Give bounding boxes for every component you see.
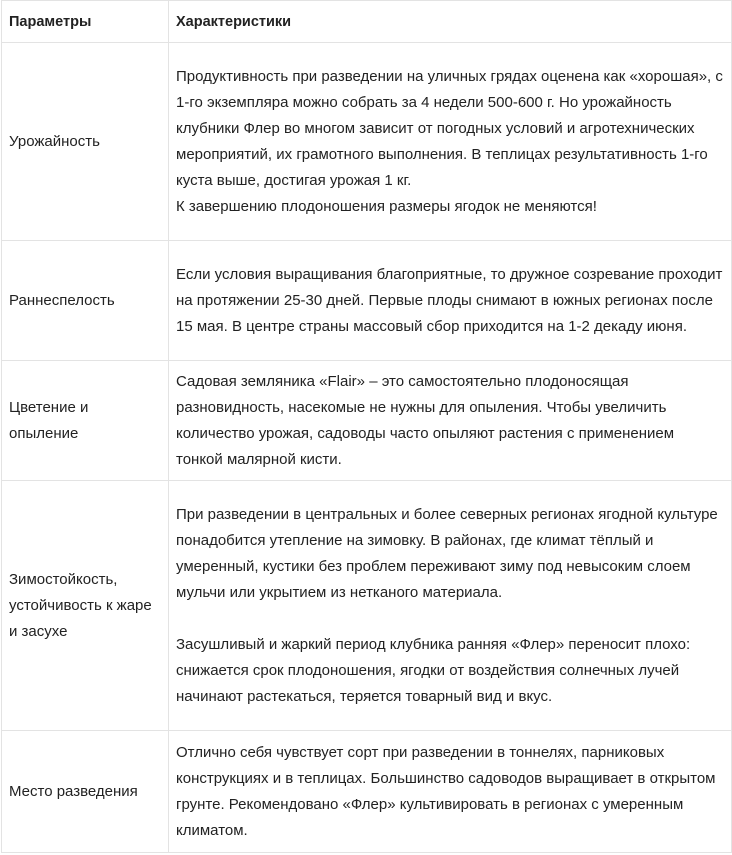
table-row-early-ripening	[2, 241, 732, 361]
param-cell: Раннеспелость	[2, 241, 169, 361]
param-cell: Урожайность	[2, 43, 169, 241]
description-text: При разведении в центральных и более северных регионах ягодной культуре понадобится утепление на зимовку. В районах, где климат тёплый и умеренный, кустики без проблем переживают зиму под невысоким слоем мульчи или укрытием из нетканого материала.	[176, 505, 718, 601]
description-cell	[169, 43, 732, 241]
description-text: Засушливый и жаркий период клубника ранняя «Флер» переносит плохо: снижается срок плодоношения, ягодки от воздействия солнечных лучей начинают растекаться, теряется товарный вид и вкус.	[176, 635, 691, 705]
description-text: Садовая земляника «Flair» – это самостоятельно плодоносящая разновидность, насекомые не нужны для опыления. Чтобы увеличить количество урожая, садоводы часто опыляют растения с применением тонкой малярной кисти.	[176, 372, 675, 468]
param-cell: Цветение и опыление	[2, 361, 169, 481]
table-row-flowering	[2, 361, 732, 481]
description-text: Продуктивность при разведении на уличных грядах оценена как «хорошая», с 1-го экземпляра можно собрать за 4 недели 500-600 г. Но урожайность клубники Флер во многом зависит от погодных условий и агротехнических мероприятий, их грамотного выполнения. В теплицах результативность 1-го куста выше, достигая урожая 1 кг.	[176, 67, 723, 189]
table-row-hardiness	[2, 481, 732, 731]
description-text: К завершению плодоношения размеры ягодок не меняются!	[176, 197, 597, 215]
description-cell	[169, 731, 732, 853]
header-characteristics: Характеристики	[169, 1, 732, 43]
table-row-growing-place	[2, 731, 732, 853]
description-cell	[169, 361, 732, 481]
description-cell	[169, 481, 732, 731]
table-header-row	[2, 1, 732, 43]
header-parameters: Параметры	[2, 1, 169, 43]
param-cell: Место разведения	[2, 731, 169, 853]
description-text: Отлично себя чувствует сорт при разведении в тоннелях, парниковых конструкциях и в теплицах. Большинство садоводов выращивает в открытом грунте. Рекомендовано «Флер» культивировать в регионах с умеренным климатом.	[176, 743, 716, 839]
table-row-yield	[2, 43, 732, 241]
characteristics-table	[1, 0, 732, 853]
description-text: Если условия выращивания благоприятные, то дружное созревание проходит на протяжении 25-30 дней. Первые плоды снимают в южных регионах после 15 мая. В центре страны массовый сбор приходится на 1-2 декаду июня.	[176, 265, 723, 335]
description-cell	[169, 241, 732, 361]
param-cell: Зимостойкость, устойчивость к жаре и засухе	[2, 481, 169, 731]
